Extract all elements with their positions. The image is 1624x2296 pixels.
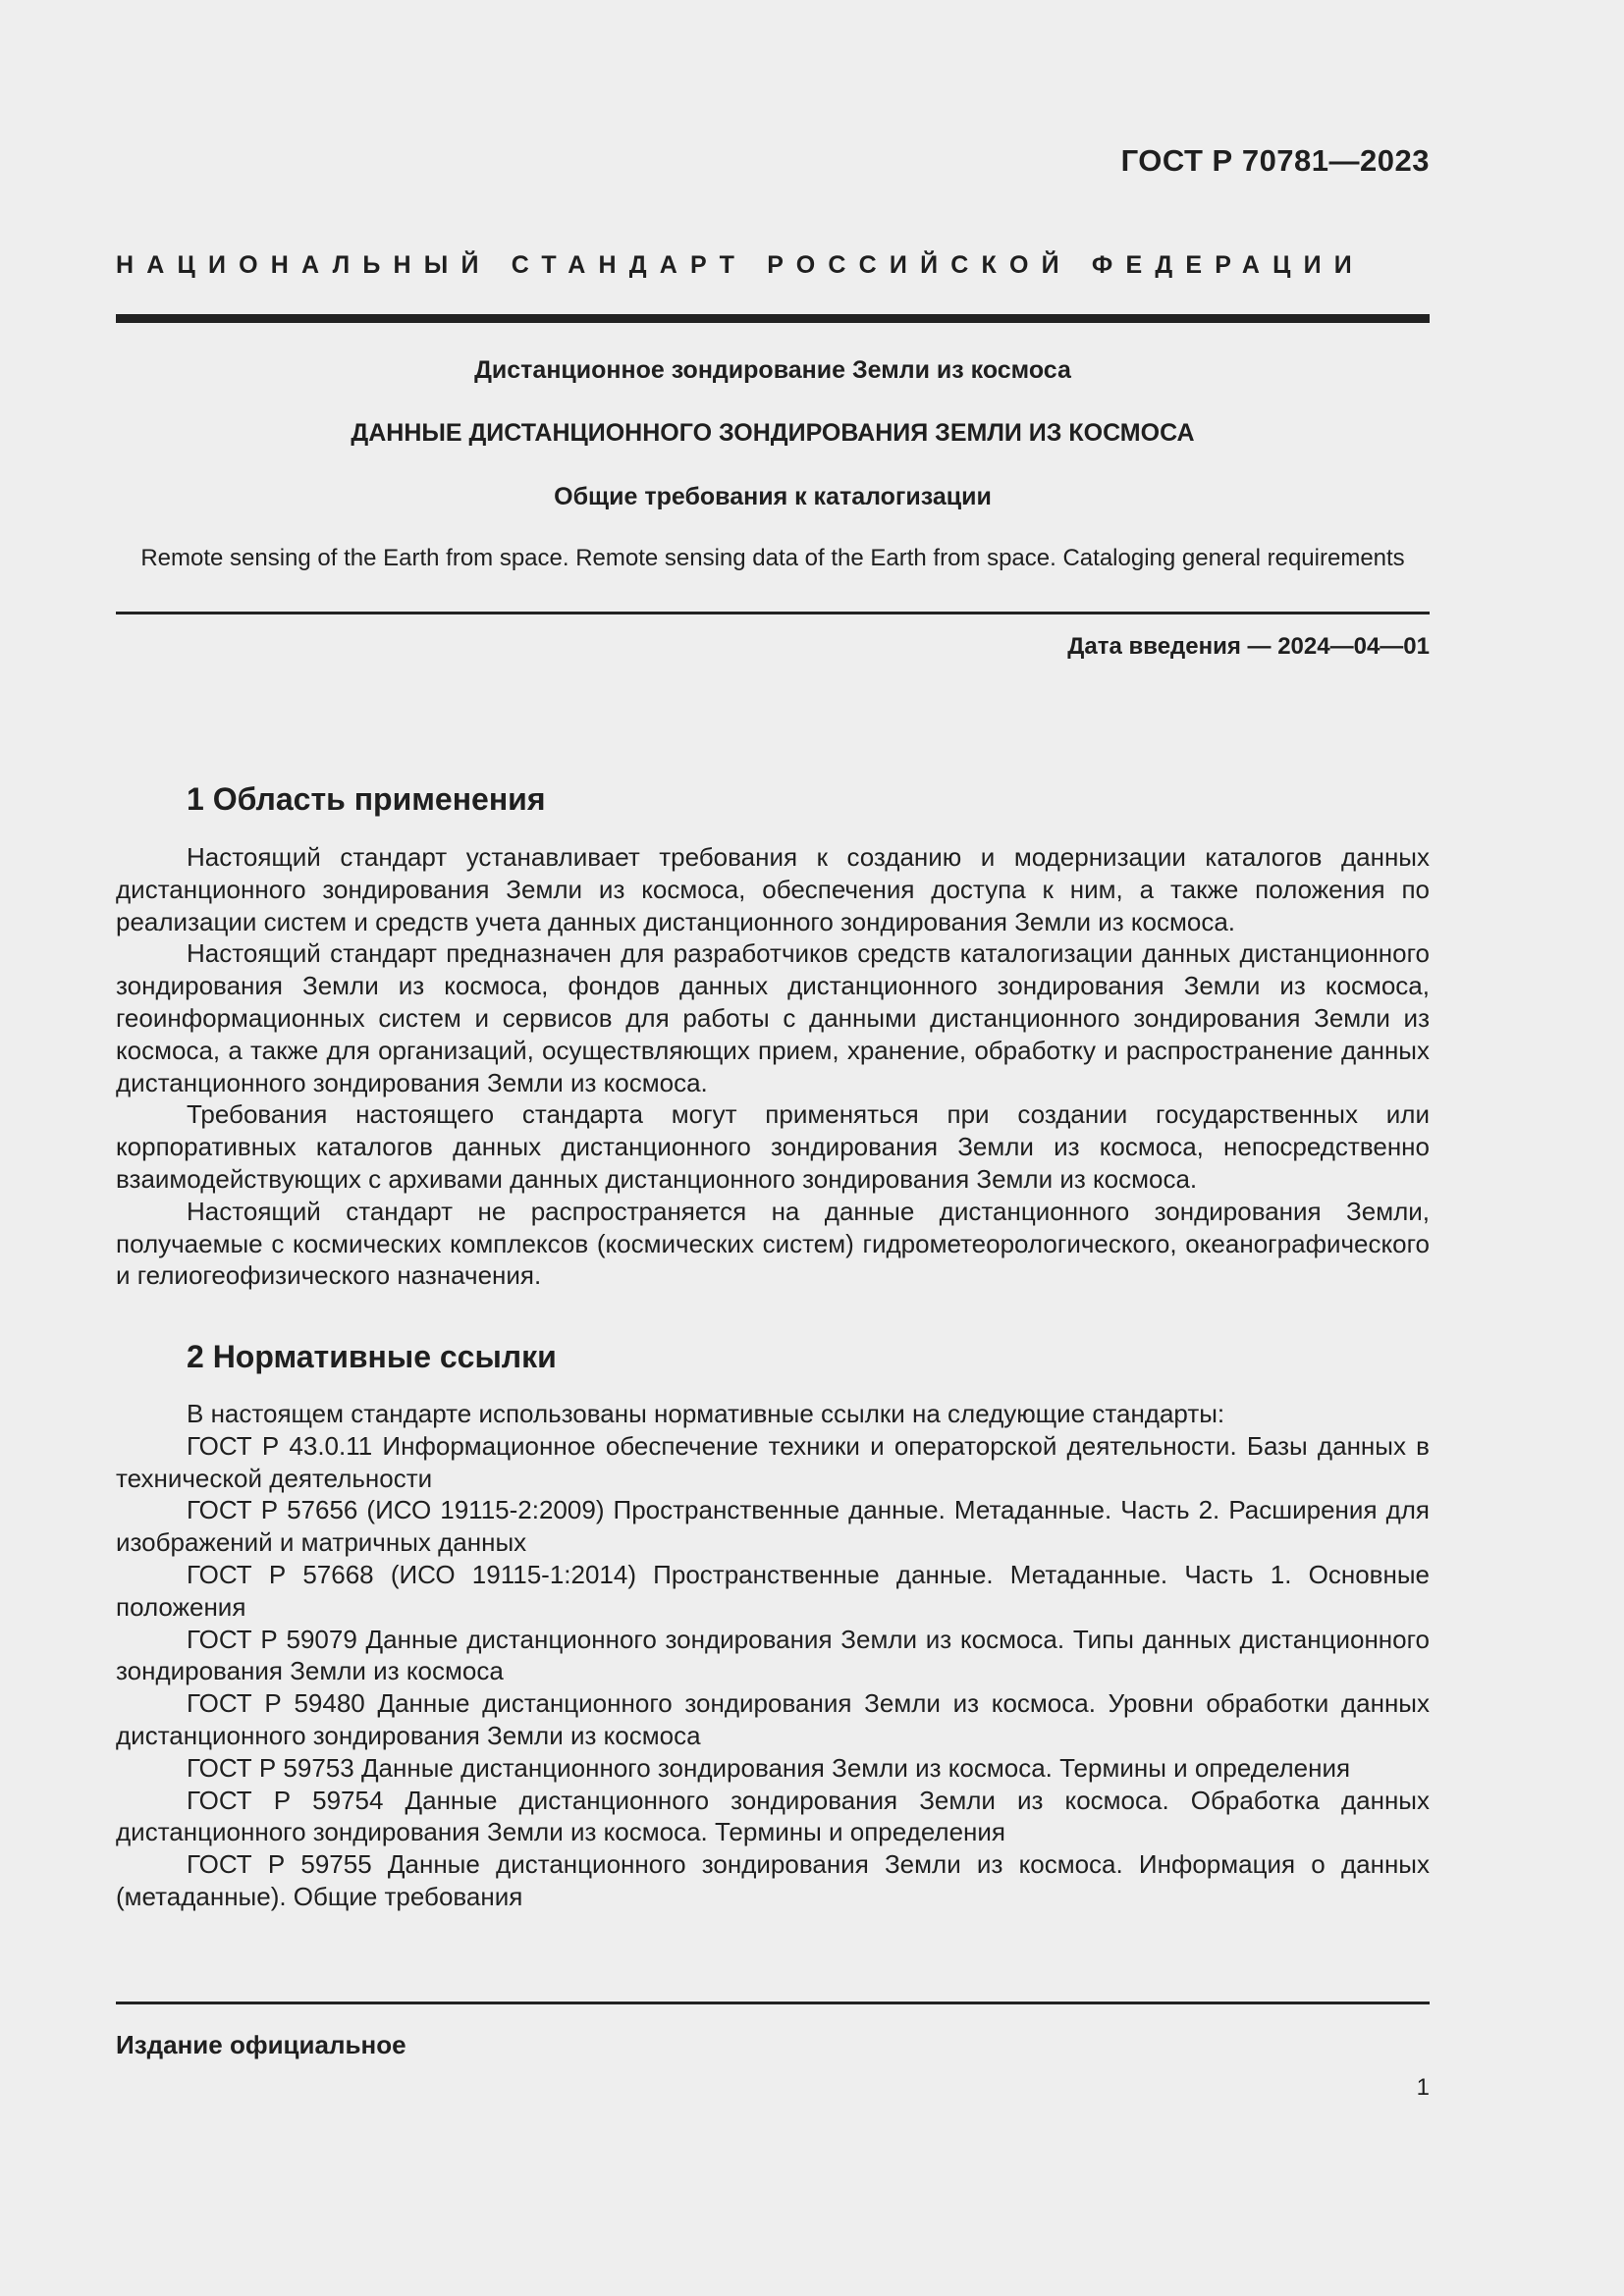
reference-item: ГОСТ Р 43.0.11 Информационное обеспечение техники и операторской деятельности. Базы данных в технической деятельности (116, 1430, 1430, 1493)
section-2-body (116, 1398, 1430, 1913)
section-2-heading: 2 Нормативные ссылки (187, 1339, 557, 1374)
header-divider-thick (116, 314, 1430, 323)
official-edition-label: Издание официальное (116, 2030, 406, 2059)
section-1-paragraph: Настоящий стандарт устанавливает требования к созданию и модернизации каталогов данных дистанционного зондирования Земли из космоса, обеспечения доступа к ним, а также положения по реализации систем и средств учета данных дистанционного зондирования Земли из космоса. (116, 842, 1430, 936)
reference-item: ГОСТ Р 59480 Данные дистанционного зондирования Земли из космоса. Уровни обработки данных дистанционного зондирования Земли из космоса (116, 1688, 1430, 1750)
page-number: 1 (1416, 2074, 1430, 2101)
title-divider (116, 612, 1430, 614)
document-number: ГОСТ Р 70781—2023 (1120, 143, 1430, 178)
introduction-date: Дата введения — 2024—04—01 (1067, 633, 1430, 660)
title-field: Дистанционное зондирование Земли из космоса (474, 356, 1071, 384)
section-1-body (116, 841, 1430, 1292)
document-page (116, 0, 1430, 2296)
section-1-heading: 1 Область применения (187, 781, 546, 817)
section-1-paragraph: Настоящий стандарт не распространяется на данные дистанционного зондирования Земли, получаемые с космических комплексов (космических систем) гидрометеорологического, океанографического и гелиогеофизического назначения. (116, 1196, 1430, 1291)
reference-item: ГОСТ Р 59079 Данные дистанционного зондирования Земли из космоса. Типы данных дистанционного зондирования Земли из космоса (116, 1624, 1430, 1686)
reference-item: ГОСТ Р 59753 Данные дистанционного зондирования Земли из космоса. Термины и определения (187, 1752, 1351, 1783)
title-english: Remote sensing of the Earth from space. Remote sensing data of the Earth from space. Cataloging general requirements (140, 545, 1405, 571)
section-2-lead: В настоящем стандарте использованы нормативные ссылки на следующие стандарты: (187, 1399, 1225, 1428)
section-1-paragraph: Настоящий стандарт предназначен для разработчиков средств каталогизации данных дистанционного зондирования Земли из космоса, фондов данных дистанционного зондирования Земли из космоса, геоинформационных систем и сервисов для работы с данными дистанционного зондирования Земли из космоса, а также для организаций, осуществляющих прием, хранение, обработку и распространение данных дистанционного зондирования Земли из космоса. (116, 938, 1430, 1097)
reference-item: ГОСТ Р 59754 Данные дистанционного зондирования Земли из космоса. Обработка данных дистанционного зондирования Земли из космоса. Термины и определения (116, 1785, 1430, 1847)
title-subtitle: Общие требования к каталогизации (554, 483, 992, 510)
reference-item: ГОСТ Р 59755 Данные дистанционного зондирования Земли из космоса. Информация о данных (метаданные). Общие требования (116, 1849, 1430, 1911)
footer-divider (116, 2002, 1430, 2004)
reference-item: ГОСТ Р 57656 (ИСО 19115-2:2009) Пространственные данные. Метаданные. Часть 2. Расширения для изображений и матричных данных (116, 1495, 1430, 1558)
national-standard-banner: НАЦИОНАЛЬНЫЙ СТАНДАРТ РОССИЙСКОЙ ФЕДЕРАЦИИ (116, 251, 1365, 279)
section-1-paragraph: Требования настоящего стандарта могут применяться при создании государственных или корпоративных каталогов данных дистанционного зондирования Земли из космоса, непосредственно взаимодействующих с архивами данных дистанционного зондирования Земли из космоса. (116, 1099, 1430, 1194)
title-main: ДАННЫЕ ДИСТАНЦИОННОГО ЗОНДИРОВАНИЯ ЗЕМЛИ ИЗ КОСМОСА (351, 419, 1195, 447)
reference-item: ГОСТ Р 57668 (ИСО 19115-1:2014) Пространственные данные. Метаданные. Часть 1. Основные положения (116, 1559, 1430, 1622)
